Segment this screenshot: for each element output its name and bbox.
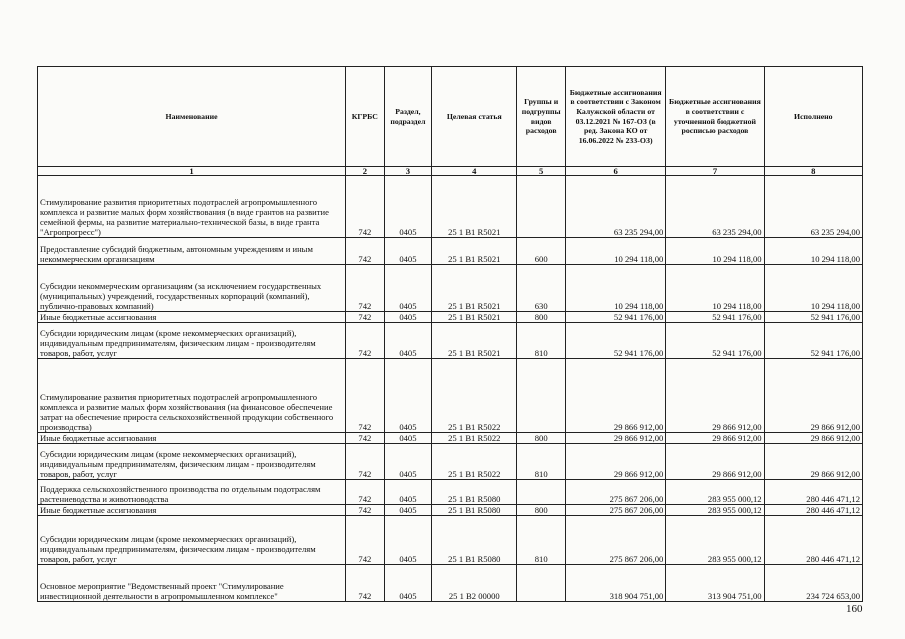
row-refined-amount: 52 941 176,00 bbox=[666, 323, 764, 359]
row-group-cell bbox=[517, 176, 566, 238]
header-executed: Исполнено bbox=[764, 67, 862, 167]
row-refined-amount: 29 866 912,00 bbox=[666, 433, 764, 444]
row-target-cell: 25 1 В1 R5080 bbox=[432, 516, 517, 565]
table-row bbox=[38, 359, 863, 433]
row-target-cell: 25 1 В1 R5021 bbox=[432, 238, 517, 265]
col-number: 2 bbox=[346, 167, 385, 176]
row-executed-amount: 29 866 912,00 bbox=[764, 359, 862, 433]
row-section-cell: 0405 bbox=[384, 359, 432, 433]
row-executed-amount: 10 294 118,00 bbox=[764, 265, 862, 312]
row-group-cell: 810 bbox=[517, 444, 566, 480]
row-section-cell: 0405 bbox=[384, 505, 432, 516]
row-group-cell bbox=[517, 565, 566, 602]
row-name-cell: Основное мероприятие "Ведомственный проект "Стимулирование инвестиционной деятельности в агропромышленном комплексе" bbox=[38, 565, 346, 602]
row-group-cell: 800 bbox=[517, 312, 566, 323]
row-section-cell: 0405 bbox=[384, 312, 432, 323]
table-row bbox=[38, 505, 863, 516]
row-law-amount: 318 904 751,00 bbox=[565, 565, 665, 602]
row-section-cell: 0405 bbox=[384, 323, 432, 359]
row-executed-amount: 280 446 471,12 bbox=[764, 516, 862, 565]
row-law-amount: 29 866 912,00 bbox=[565, 444, 665, 480]
row-law-amount: 29 866 912,00 bbox=[565, 359, 665, 433]
row-section-cell: 0405 bbox=[384, 565, 432, 602]
row-name-cell: Субсидии юридическим лицам (кроме некоммерческих организаций), индивидуальным предпринимателям, физическим лицам - производителям товаров, работ, услуг bbox=[38, 323, 346, 359]
row-executed-amount: 29 866 912,00 bbox=[764, 444, 862, 480]
row-name-cell: Иные бюджетные ассигнования bbox=[38, 433, 346, 444]
header-groups: Группы и подгруппы видов расходов bbox=[517, 67, 566, 167]
row-executed-amount: 63 235 294,00 bbox=[764, 176, 862, 238]
table-row bbox=[38, 265, 863, 312]
budget-table bbox=[37, 66, 863, 602]
row-group-cell bbox=[517, 480, 566, 505]
column-number-row bbox=[38, 167, 863, 176]
row-kgrbs-cell: 742 bbox=[346, 444, 385, 480]
row-refined-amount: 29 866 912,00 bbox=[666, 359, 764, 433]
table-row bbox=[38, 238, 863, 265]
row-law-amount: 63 235 294,00 bbox=[565, 176, 665, 238]
row-executed-amount: 280 446 471,12 bbox=[764, 505, 862, 516]
row-name-cell: Субсидии юридическим лицам (кроме некоммерческих организаций), индивидуальным предпринимателям, физическим лицам - производителям товаров, работ, услуг bbox=[38, 444, 346, 480]
row-section-cell: 0405 bbox=[384, 176, 432, 238]
row-refined-amount: 283 955 000,12 bbox=[666, 505, 764, 516]
row-kgrbs-cell: 742 bbox=[346, 265, 385, 312]
row-section-cell: 0405 bbox=[384, 444, 432, 480]
row-executed-amount: 29 866 912,00 bbox=[764, 433, 862, 444]
header-refined: Бюджетные ассигнования в соответствии с уточненной бюджетной росписью расходов bbox=[666, 67, 764, 167]
row-group-cell: 630 bbox=[517, 265, 566, 312]
row-kgrbs-cell: 742 bbox=[346, 516, 385, 565]
row-target-cell: 25 1 В1 R5022 bbox=[432, 359, 517, 433]
table-row bbox=[38, 323, 863, 359]
table-row bbox=[38, 565, 863, 602]
table-row bbox=[38, 433, 863, 444]
row-refined-amount: 10 294 118,00 bbox=[666, 238, 764, 265]
table-row bbox=[38, 480, 863, 505]
row-target-cell: 25 1 В1 R5080 bbox=[432, 505, 517, 516]
row-section-cell: 0405 bbox=[384, 433, 432, 444]
row-kgrbs-cell: 742 bbox=[346, 480, 385, 505]
row-section-cell: 0405 bbox=[384, 238, 432, 265]
row-section-cell: 0405 bbox=[384, 265, 432, 312]
page-number: 160 bbox=[846, 603, 863, 615]
row-section-cell: 0405 bbox=[384, 480, 432, 505]
row-name-cell: Предоставление субсидий бюджетным, автономным учреждениям и иным некоммерческим организациям bbox=[38, 238, 346, 265]
table-body bbox=[38, 176, 863, 602]
row-refined-amount: 29 866 912,00 bbox=[666, 444, 764, 480]
row-group-cell: 810 bbox=[517, 516, 566, 565]
row-law-amount: 10 294 118,00 bbox=[565, 238, 665, 265]
row-name-cell: Стимулирование развития приоритетных подотраслей агропромышленного комплекса и развитие малых форм хозяйствования (в виде грантов на развитие семейной фермы, на развитие материально-технической базы, в виде гранта "Агропрогресс") bbox=[38, 176, 346, 238]
row-kgrbs-cell: 742 bbox=[346, 176, 385, 238]
col-number: 8 bbox=[764, 167, 862, 176]
row-kgrbs-cell: 742 bbox=[346, 359, 385, 433]
row-target-cell: 25 1 В1 R5021 bbox=[432, 176, 517, 238]
row-group-cell: 800 bbox=[517, 433, 566, 444]
header-name: Наименование bbox=[38, 67, 346, 167]
row-kgrbs-cell: 742 bbox=[346, 238, 385, 265]
row-target-cell: 25 1 В2 00000 bbox=[432, 565, 517, 602]
row-name-cell: Субсидии юридическим лицам (кроме некоммерческих организаций), индивидуальным предпринимателям, физическим лицам - производителям товаров, работ, услуг bbox=[38, 516, 346, 565]
col-number: 4 bbox=[432, 167, 517, 176]
row-law-amount: 275 867 206,00 bbox=[565, 505, 665, 516]
row-refined-amount: 52 941 176,00 bbox=[666, 312, 764, 323]
col-number: 7 bbox=[666, 167, 764, 176]
table-row bbox=[38, 444, 863, 480]
row-target-cell: 25 1 В1 R5022 bbox=[432, 444, 517, 480]
col-number: 6 bbox=[565, 167, 665, 176]
row-kgrbs-cell: 742 bbox=[346, 312, 385, 323]
row-executed-amount: 280 446 471,12 bbox=[764, 480, 862, 505]
row-target-cell: 25 1 В1 R5080 bbox=[432, 480, 517, 505]
row-name-cell: Стимулирование развития приоритетных подотраслей агропромышленного комплекса и развитие малых форм хозяйствования (на финансовое обеспечение затрат на обеспечение прироста сельскохозяйственной продукции собственного производства) bbox=[38, 359, 346, 433]
row-law-amount: 10 294 118,00 bbox=[565, 265, 665, 312]
header-row bbox=[38, 67, 863, 167]
row-name-cell: Поддержка сельскохозяйственного производства по отдельным подотраслям растениеводства и животноводства bbox=[38, 480, 346, 505]
row-target-cell: 25 1 В1 R5021 bbox=[432, 265, 517, 312]
row-target-cell: 25 1 В1 R5022 bbox=[432, 433, 517, 444]
header-law: Бюджетные ассигнования в соответствии с Законом Калужской области от 03.12.2021 № 167-ОЗ (в ред. Закона КО от 16.06.2022 № 233-ОЗ) bbox=[565, 67, 665, 167]
header-section: Раздел, подраздел bbox=[384, 67, 432, 167]
row-refined-amount: 283 955 000,12 bbox=[666, 516, 764, 565]
row-law-amount: 275 867 206,00 bbox=[565, 516, 665, 565]
row-executed-amount: 52 941 176,00 bbox=[764, 323, 862, 359]
row-kgrbs-cell: 742 bbox=[346, 505, 385, 516]
table-row bbox=[38, 176, 863, 238]
row-refined-amount: 10 294 118,00 bbox=[666, 265, 764, 312]
header-target: Целевая статья bbox=[432, 67, 517, 167]
row-target-cell: 25 1 В1 R5021 bbox=[432, 323, 517, 359]
row-group-cell bbox=[517, 359, 566, 433]
row-group-cell: 810 bbox=[517, 323, 566, 359]
row-name-cell: Субсидии некоммерческим организациям (за исключением государственных (муниципальных) учреждений, государственных корпораций (компаний), публично-правовых компаний) bbox=[38, 265, 346, 312]
row-kgrbs-cell: 742 bbox=[346, 565, 385, 602]
row-group-cell: 600 bbox=[517, 238, 566, 265]
row-law-amount: 275 867 206,00 bbox=[565, 480, 665, 505]
table-row bbox=[38, 312, 863, 323]
row-executed-amount: 10 294 118,00 bbox=[764, 238, 862, 265]
row-law-amount: 52 941 176,00 bbox=[565, 323, 665, 359]
col-number: 3 bbox=[384, 167, 432, 176]
row-target-cell: 25 1 В1 R5021 bbox=[432, 312, 517, 323]
row-executed-amount: 234 724 653,00 bbox=[764, 565, 862, 602]
row-kgrbs-cell: 742 bbox=[346, 323, 385, 359]
row-law-amount: 52 941 176,00 bbox=[565, 312, 665, 323]
row-executed-amount: 52 941 176,00 bbox=[764, 312, 862, 323]
table-row bbox=[38, 516, 863, 565]
row-kgrbs-cell: 742 bbox=[346, 433, 385, 444]
row-law-amount: 29 866 912,00 bbox=[565, 433, 665, 444]
col-number: 5 bbox=[517, 167, 566, 176]
row-refined-amount: 283 955 000,12 bbox=[666, 480, 764, 505]
row-section-cell: 0405 bbox=[384, 516, 432, 565]
row-refined-amount: 313 904 751,00 bbox=[666, 565, 764, 602]
row-refined-amount: 63 235 294,00 bbox=[666, 176, 764, 238]
header-kgrbs: КГРБС bbox=[346, 67, 385, 167]
row-name-cell: Иные бюджетные ассигнования bbox=[38, 505, 346, 516]
row-name-cell: Иные бюджетные ассигнования bbox=[38, 312, 346, 323]
row-group-cell: 800 bbox=[517, 505, 566, 516]
col-number: 1 bbox=[38, 167, 346, 176]
